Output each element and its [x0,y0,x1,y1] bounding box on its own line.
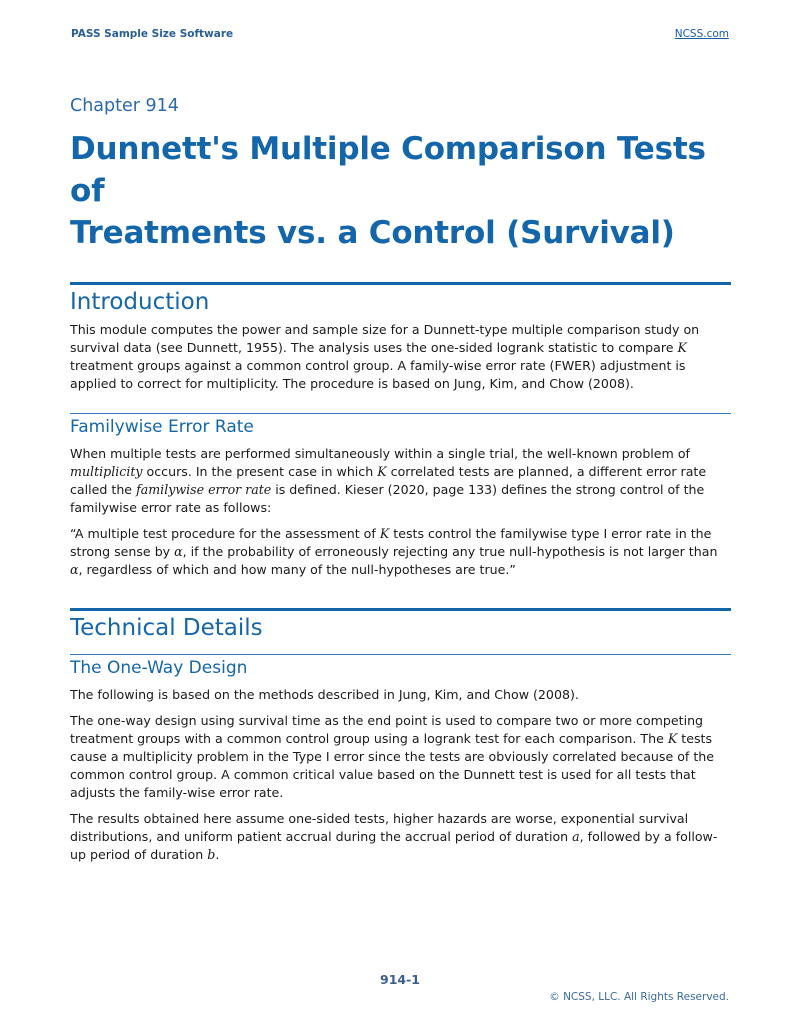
technical-details-heading: Technical Details [70,615,263,641]
variable-k: K [379,526,390,541]
text-run: is defined. Kieser (2020, page 133) defines the strong control of the familywise error rate as follows: [70,482,705,515]
ncss-link[interactable]: NCSS.com [674,28,729,40]
page-content [70,96,731,864]
page-title [70,128,731,254]
text-run: When multiple tests are performed simultaneously within a single trial, the well-known problem of [70,446,690,461]
text-run: , followed by a follow-up period of duration [70,829,718,862]
text-run: occurs. In the present case in which [142,464,378,479]
copyright-notice: © NCSS, LLC. All Rights Reserved. [549,991,729,1003]
chapter-label: Chapter 914 [70,96,179,116]
variable-b: b [207,847,216,862]
page-title-line-2: Treatments vs. a Control (Survival) [70,215,675,251]
introduction-paragraph [70,321,731,393]
text-run: “A multiple test procedure for the assessment of [70,526,380,541]
variable-a: a [572,829,580,844]
text-run: , regardless of which and how many of the null-hypotheses are true.” [78,562,516,577]
kieser-quote [70,525,731,579]
section-divider [70,608,731,611]
introduction-heading: Introduction [70,289,210,315]
page-title-line-1: Dunnett's Multiple Comparison Tests of [70,131,706,209]
subsection-divider [70,413,731,414]
one-way-paragraph-2 [70,712,731,802]
text-run: The one-way design using survival time as the end point is used to compare two or more competing treatment groups with a common control group using a logrank test for each comparison. The [70,713,704,746]
page-number: 914-1 [380,972,420,987]
variable-k: K [677,340,687,355]
emphasis-familywise-error-rate: familywise error rate [136,482,272,497]
one-way-design-heading: The One-Way Design [70,658,248,678]
text-run: . [215,847,220,862]
text-run: treatment groups against a common control group. A family-wise error rate (FWER) adjustment is applied to correct for multiplicity. The procedure is based on Jung, Kim, and Chow (2008). [70,358,686,391]
alpha-symbol: α [174,544,183,559]
text-run: , if the probability of erroneously rejecting any true null-hypothesis is not larger than [182,544,718,559]
text-run: tests cause a multiplicity problem in the Type I error since the tests are obviously correlated because of the common control group. A common critical value based on the Dunnett test is used for all tests that adjusts the family-wise error rate. [70,731,715,800]
text-run: correlated tests are planned, a different error rate called the [70,464,707,497]
one-way-paragraph-3 [70,810,731,864]
header-product-name: PASS Sample Size Software [71,28,234,40]
subsection-divider [70,654,731,655]
text-run: This module computes the power and sample size for a Dunnett-type multiple comparison study on survival data (see Dunnett, 1955). The analysis uses the one-sided logrank statistic to compare [70,322,700,355]
variable-k: K [667,731,678,746]
familywise-error-rate-heading: Familywise Error Rate [70,417,254,437]
alpha-symbol: α [70,562,79,577]
variable-k: K [377,464,387,479]
emphasis-multiplicity: multiplicity [70,464,143,479]
section-divider [70,282,731,285]
text-run: tests control the familywise type I error rate in the strong sense by [70,526,712,559]
one-way-paragraph-1: The following is based on the methods described in Jung, Kim, and Chow (2008). [70,687,579,702]
familywise-paragraph [70,445,731,517]
text-run: The results obtained here assume one-sided tests, higher hazards are worse, exponential survival distributions, and uniform patient accrual during the accrual period of duration [70,811,689,844]
